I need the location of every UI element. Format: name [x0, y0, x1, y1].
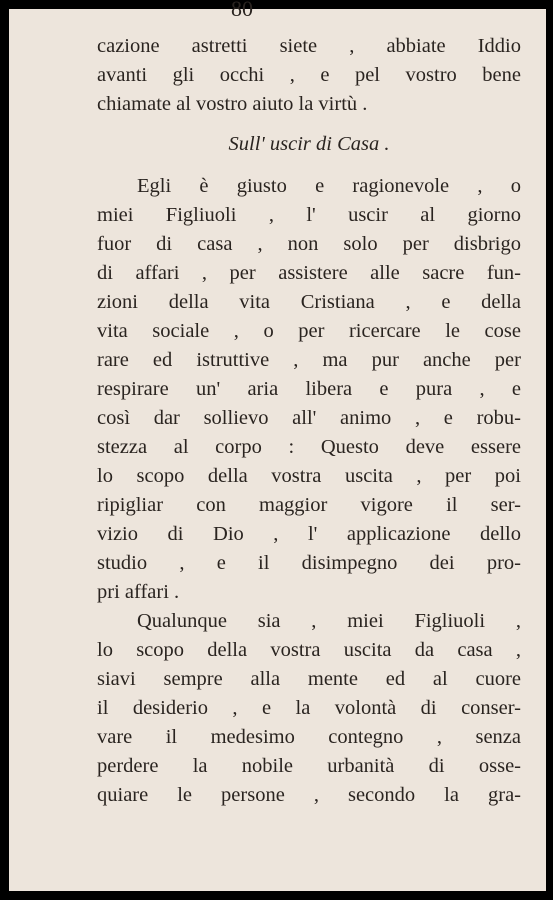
text-line: perdere la nobile urbanità di osse-	[97, 755, 521, 777]
text-line: siavi sempre alla mente ed al cuore	[97, 668, 521, 690]
text-line: Egli è giusto e ragionevole , o	[137, 175, 521, 197]
text-line: pri affari .	[97, 581, 180, 603]
text-line: vare il medesimo contegno , senza	[97, 726, 521, 748]
text-line: fuor di casa , non solo per disbrigo	[97, 233, 521, 255]
text-line: avanti gli occhi , e pel vostro bene	[97, 64, 521, 86]
text-line: zioni della vita Cristiana , e della	[97, 291, 521, 313]
text-line: vita sociale , o per ricercare le cose	[97, 320, 521, 342]
book-page	[9, 0, 546, 891]
text-line: cazione astretti siete , abbiate Iddio	[97, 35, 521, 57]
text-line: rare ed istruttive , ma pur anche per	[97, 349, 521, 371]
section-heading: Sull' uscir di Casa .	[228, 133, 390, 155]
text-line: Qualunque sia , miei Figliuoli ,	[137, 610, 521, 632]
text-line: di affari , per assistere alle sacre fun-	[97, 262, 521, 284]
text-line: miei Figliuoli , l' uscir al giorno	[97, 204, 521, 226]
text-line: stezza al corpo : Questo deve essere	[97, 436, 521, 458]
text-line: vizio di Dio , l' applicazione dello	[97, 523, 521, 545]
text-line: quiare le persone , secondo la gra-	[97, 784, 521, 806]
text-line: respirare un' aria libera e pura , e	[97, 378, 521, 400]
page-number: 80	[231, 0, 253, 21]
text-line: ripigliar con maggior vigore il ser-	[97, 494, 521, 516]
text-line: il desiderio , e la volontà di conser-	[97, 697, 521, 719]
text-line: chiamate al vostro aiuto la virtù .	[97, 93, 368, 115]
text-line: così dar sollievo all' animo , e robu-	[97, 407, 521, 429]
text-line: lo scopo della vostra uscita da casa ,	[97, 639, 521, 661]
text-line: lo scopo della vostra uscita , per poi	[97, 465, 521, 487]
text-line: studio , e il disimpegno dei pro-	[97, 552, 521, 574]
